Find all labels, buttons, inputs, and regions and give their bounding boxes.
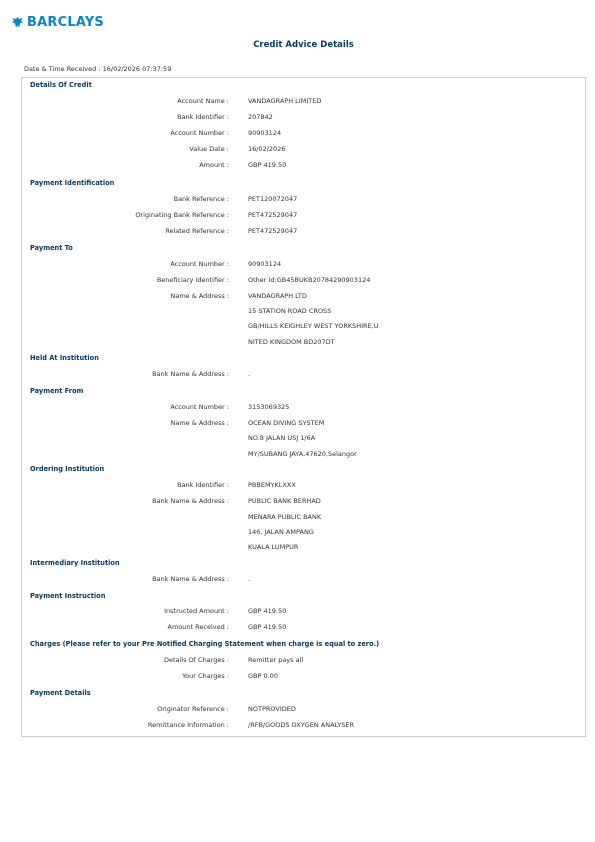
field-label: Account Number : (170, 403, 229, 411)
details-of-charges-value: Remitter pays all (248, 656, 304, 664)
address-line: KUALA LUMPUR (248, 543, 299, 551)
amount-value: GBP 419.50 (248, 161, 287, 169)
address-line: NO.8 JALAN USJ 1/6A (248, 434, 316, 442)
section-intermediary-institution: Intermediary Institution (30, 559, 120, 567)
section-payment-to: Payment To (30, 244, 73, 252)
related-reference-value: PET472529047 (248, 227, 298, 235)
field-label: Beneficiary Identifier : (156, 276, 229, 284)
field-label: Originating Bank Reference : (135, 211, 229, 219)
field-label: Amount : (199, 161, 229, 169)
field-label: Name & Address : (170, 419, 229, 427)
field-label: Bank Name & Address : (152, 497, 229, 505)
address-line: MY/SUBANG JAYA,47620,Selangor (248, 450, 357, 458)
originator-reference-value: NOTPROVIDED (248, 705, 296, 713)
address-line: MENARA PUBLIC BANK (248, 513, 322, 521)
section-payment-identification: Payment Identification (30, 179, 115, 187)
barclays-logo (11, 15, 104, 30)
account-name-value: VANDAGRAPH LIMITED (248, 97, 322, 105)
payment-from-account-number: 3153069325 (248, 403, 290, 411)
date-time-received: Date & Time Received : 16/02/2026 07:37:59 (24, 65, 172, 73)
field-label: Account Number : (170, 129, 229, 137)
section-payment-instruction: Payment Instruction (30, 592, 106, 600)
brand-name: BARCLAYS (27, 15, 104, 30)
field-label: Details Of Charges : (163, 656, 229, 664)
field-label: Bank Identifier : (177, 113, 229, 121)
field-label: Remittance Information : (147, 721, 229, 729)
section-charges: Charges (Please refer to your Pre Notified Charging Statement when charge is equal to zero.) (30, 640, 380, 648)
amount-received-value: GBP 419.50 (248, 623, 287, 631)
section-payment-details: Payment Details (30, 689, 91, 697)
field-label: Name & Address : (170, 292, 229, 300)
credit-advice-panel (21, 77, 586, 737)
ordering-bank-identifier-value: PBBEMYKLXXX (248, 481, 296, 489)
section-held-at-institution: Held At Institution (30, 354, 99, 362)
field-label: Related Reference : (165, 227, 229, 235)
bank-reference-value: PET120072047 (248, 195, 298, 203)
address-line: OCEAN DIVING SYSTEM (248, 419, 325, 427)
address-line: 15 STATION ROAD CROSS (248, 307, 332, 315)
field-label: Account Name : (177, 97, 229, 105)
address-line: PUBLIC BANK BERHAD (248, 497, 321, 505)
field-label: Bank Name & Address : (152, 370, 229, 378)
intermediary-bank-name-value: . (248, 575, 251, 583)
field-label: Originator Reference : (157, 705, 229, 713)
address-line: VANDAGRAPH LTD (248, 292, 307, 300)
section-details-of-credit: Details Of Credit (30, 81, 92, 89)
field-label: Amount Received : (167, 623, 229, 631)
bank-identifier-value: 207842 (248, 113, 273, 121)
field-label: Value Date : (189, 145, 229, 153)
remittance-information-value: /RFB/GOODS OXYGEN ANALYSER (248, 721, 354, 729)
field-label: Instructed Amount : (164, 607, 229, 615)
field-label: Bank Name & Address : (152, 575, 229, 583)
field-label: Your Charges : (182, 672, 229, 680)
value-date-value: 16/02/2026 (248, 145, 286, 153)
address-line: GB/HILLS KEIGHLEY WEST YORKSHIRE,U (248, 322, 379, 330)
address-line: 146, JALAN AMPANG (248, 528, 314, 536)
field-label: Account Number : (170, 260, 229, 268)
instructed-amount-value: GBP 419.50 (248, 607, 287, 615)
address-line: NITED KINGDOM BD207DT (248, 338, 335, 346)
originating-bank-reference-value: PET472529047 (248, 211, 298, 219)
field-label: Bank Identifier : (177, 481, 229, 489)
eagle-icon (11, 16, 24, 29)
account-number-value: 90903124 (248, 129, 282, 137)
section-ordering-institution: Ordering Institution (30, 465, 105, 473)
field-label: Bank Reference : (173, 195, 229, 203)
page-title: Credit Advice Details (253, 40, 354, 50)
section-payment-from: Payment From (30, 387, 84, 395)
payment-to-account-number: 90903124 (248, 260, 282, 268)
your-charges-value: GBP 0.00 (248, 672, 278, 680)
held-bank-name-value: . (248, 370, 251, 378)
beneficiary-identifier-value: Other Id:GB45BUKB20784290903124 (248, 276, 371, 284)
